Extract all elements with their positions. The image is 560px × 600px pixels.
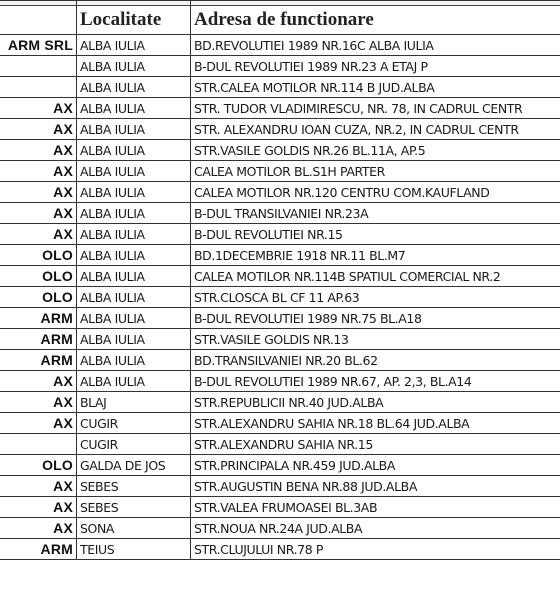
adresa-cell: B-DUL REVOLUTIEI NR.15 xyxy=(191,224,560,245)
table-row xyxy=(0,455,560,476)
table-row xyxy=(0,308,560,329)
firm-cell: AX xyxy=(0,392,77,413)
firm-cell: AX xyxy=(0,518,77,539)
adresa-cell: STR.PRINCIPALA NR.459 JUD.ALBA xyxy=(191,455,560,476)
firm-cell xyxy=(0,77,77,98)
localitate-cell: GALDA DE JOS xyxy=(77,455,191,476)
table-row xyxy=(0,497,560,518)
adresa-cell: STR. TUDOR VLADIMIRESCU, NR. 78, IN CADRUL CENTR xyxy=(191,98,560,119)
localitate-cell: CUGIR xyxy=(77,413,191,434)
firm-cell: AX xyxy=(0,224,77,245)
adresa-cell: STR.AUGUSTIN BENA NR.88 JUD.ALBA xyxy=(191,476,560,497)
firm-cell: ARM xyxy=(0,539,77,560)
firm-cell xyxy=(0,434,77,455)
localitate-cell: ALBA IULIA xyxy=(77,77,191,98)
adresa-cell: STR.REPUBLICII NR.40 JUD.ALBA xyxy=(191,392,560,413)
table-row xyxy=(0,119,560,140)
header-adresa: Adresa de functionare xyxy=(191,1,560,35)
adresa-cell: STR.VASILE GOLDIS NR.13 xyxy=(191,329,560,350)
adresa-cell: STR.CLUJULUI NR.78 P xyxy=(191,539,560,560)
table-row xyxy=(0,98,560,119)
firm-cell: OLO xyxy=(0,455,77,476)
localitate-cell: ALBA IULIA xyxy=(77,161,191,182)
table-row xyxy=(0,518,560,539)
firm-cell: AX xyxy=(0,203,77,224)
header-localitate: Localitate xyxy=(77,1,191,35)
localitate-cell: TEIUS xyxy=(77,539,191,560)
firm-cell: AX xyxy=(0,182,77,203)
firm-cell: AX xyxy=(0,161,77,182)
table-row xyxy=(0,413,560,434)
table-row xyxy=(0,140,560,161)
firm-cell: ARM xyxy=(0,329,77,350)
firm-cell: ARM xyxy=(0,308,77,329)
table-row xyxy=(0,287,560,308)
adresa-cell: STR.VALEA FRUMOASEI BL.3AB xyxy=(191,497,560,518)
firm-cell: AX xyxy=(0,140,77,161)
table-row xyxy=(0,350,560,371)
localitate-cell: ALBA IULIA xyxy=(77,245,191,266)
adresa-cell: B-DUL REVOLUTIEI 1989 NR.75 BL.A18 xyxy=(191,308,560,329)
table-row xyxy=(0,224,560,245)
firm-cell: OLO xyxy=(0,245,77,266)
localitate-cell: ALBA IULIA xyxy=(77,203,191,224)
firm-cell: AX xyxy=(0,119,77,140)
table-row xyxy=(0,245,560,266)
localitate-cell: ALBA IULIA xyxy=(77,35,191,56)
localitate-cell: ALBA IULIA xyxy=(77,287,191,308)
table-row xyxy=(0,77,560,98)
table-row xyxy=(0,539,560,560)
localitate-cell: ALBA IULIA xyxy=(77,308,191,329)
adresa-cell: STR.VASILE GOLDIS NR.26 BL.11A, AP.5 xyxy=(191,140,560,161)
localitate-cell: ALBA IULIA xyxy=(77,140,191,161)
firm-cell: AX xyxy=(0,476,77,497)
localitate-cell: SEBES xyxy=(77,476,191,497)
firm-cell: ARM SRL xyxy=(0,35,77,56)
adresa-cell: B-DUL REVOLUTIEI 1989 NR.23 A ETAJ P xyxy=(191,56,560,77)
table-row xyxy=(0,182,560,203)
adresa-cell: STR. ALEXANDRU IOAN CUZA, NR.2, IN CADRUL CENTR xyxy=(191,119,560,140)
adresa-cell: STR.ALEXANDRU SAHIA NR.18 BL.64 JUD.ALBA xyxy=(191,413,560,434)
firm-cell: AX xyxy=(0,98,77,119)
adresa-cell: BD.TRANSILVANIEI NR.20 BL.62 xyxy=(191,350,560,371)
header-row xyxy=(0,1,560,35)
adresa-cell: STR.CALEA MOTILOR NR.114 B JUD.ALBA xyxy=(191,77,560,98)
table-row xyxy=(0,266,560,287)
table-row xyxy=(0,203,560,224)
table-row xyxy=(0,434,560,455)
firm-cell: OLO xyxy=(0,287,77,308)
localitate-cell: ALBA IULIA xyxy=(77,266,191,287)
localitate-cell: ALBA IULIA xyxy=(77,329,191,350)
adresa-cell: B-DUL TRANSILVANIEI NR.23A xyxy=(191,203,560,224)
table-row xyxy=(0,476,560,497)
firm-cell: ARM xyxy=(0,350,77,371)
adresa-cell: BD.1DECEMBRIE 1918 NR.11 BL.M7 xyxy=(191,245,560,266)
localitate-cell: ALBA IULIA xyxy=(77,56,191,77)
adresa-cell: B-DUL REVOLUTIEI 1989 NR.67, AP. 2,3, BL.A14 xyxy=(191,371,560,392)
localitate-cell: SEBES xyxy=(77,497,191,518)
firm-cell: OLO xyxy=(0,266,77,287)
firm-cell: AX xyxy=(0,413,77,434)
localitate-cell: SONA xyxy=(77,518,191,539)
table-row xyxy=(0,392,560,413)
localitate-cell: ALBA IULIA xyxy=(77,371,191,392)
table-row xyxy=(0,56,560,77)
table-row xyxy=(0,329,560,350)
table-row xyxy=(0,35,560,56)
adresa-cell: STR.CLOSCA BL CF 11 AP.63 xyxy=(191,287,560,308)
adresa-cell: CALEA MOTILOR NR.114B SPATIUL COMERCIAL NR.2 xyxy=(191,266,560,287)
localitate-cell: CUGIR xyxy=(77,434,191,455)
firm-cell: AX xyxy=(0,497,77,518)
table-row xyxy=(0,161,560,182)
localitate-cell: ALBA IULIA xyxy=(77,98,191,119)
header-firm xyxy=(0,1,77,35)
localitate-cell: ALBA IULIA xyxy=(77,350,191,371)
adresa-cell: BD.REVOLUTIEI 1989 NR.16C ALBA IULIA xyxy=(191,35,560,56)
localitate-cell: ALBA IULIA xyxy=(77,119,191,140)
firm-cell xyxy=(0,56,77,77)
localitate-cell: ALBA IULIA xyxy=(77,224,191,245)
adresa-cell: STR.NOUA NR.24A JUD.ALBA xyxy=(191,518,560,539)
table-row xyxy=(0,371,560,392)
localitate-cell: BLAJ xyxy=(77,392,191,413)
localitate-cell: ALBA IULIA xyxy=(77,182,191,203)
adresa-cell: CALEA MOTILOR BL.S1H PARTER xyxy=(191,161,560,182)
adresa-cell: STR.ALEXANDRU SAHIA NR.15 xyxy=(191,434,560,455)
firm-cell: AX xyxy=(0,371,77,392)
adresa-cell: CALEA MOTILOR NR.120 CENTRU COM.KAUFLAND xyxy=(191,182,560,203)
